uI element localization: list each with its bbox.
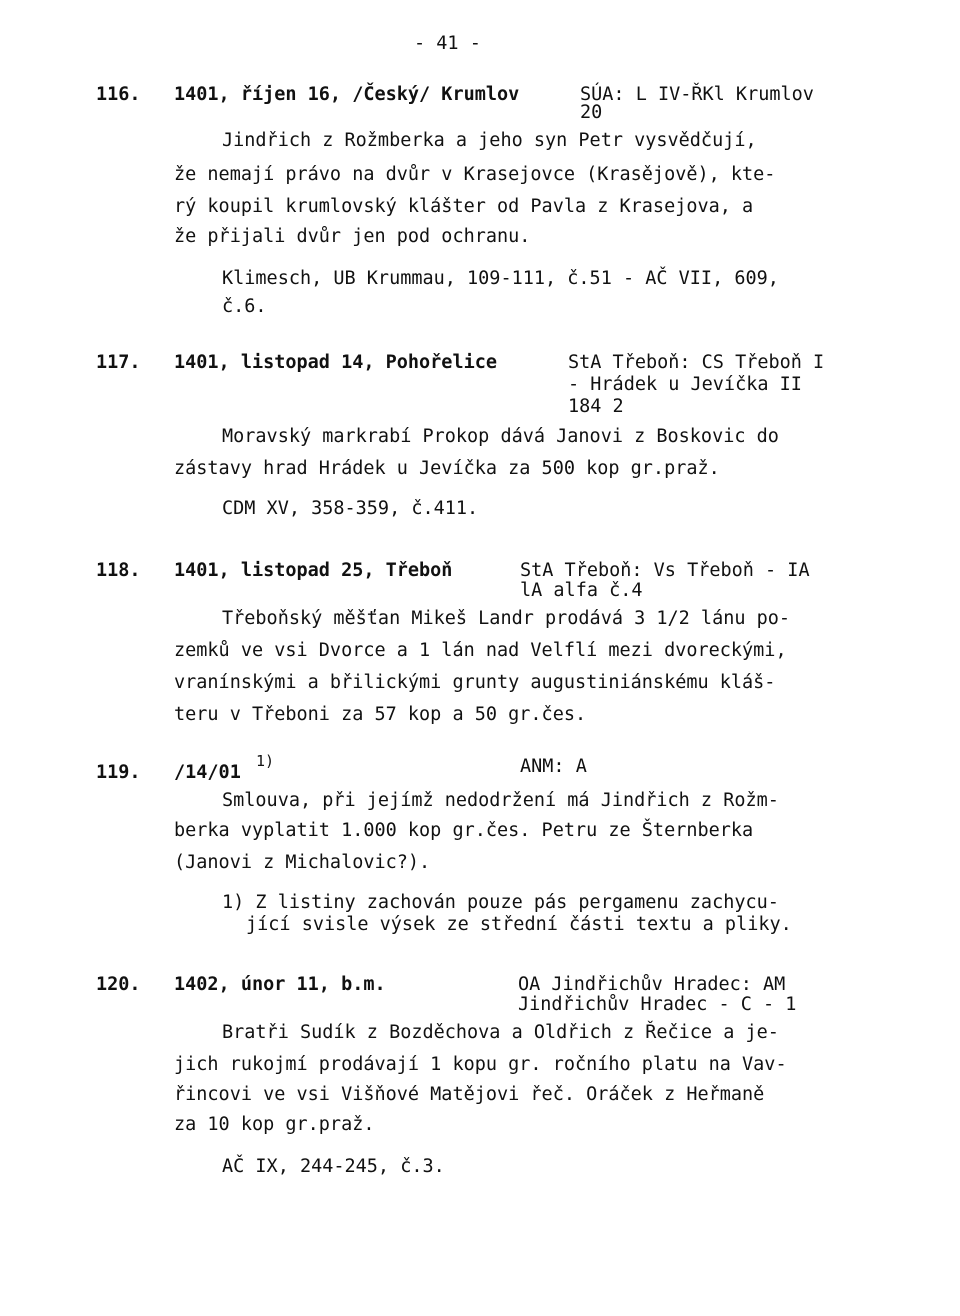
entry-number: 118. (96, 560, 141, 581)
entry-header: 1402, únor 11, b.m. (174, 974, 386, 995)
body-line: že nemají právo na dvůr v Krasejovce (Krasějově), kte- (174, 164, 776, 185)
archive-line: lA alfa č.4 (520, 580, 643, 601)
citation-line: č.6. (222, 296, 267, 317)
entry-header: 1401, listopad 14, Pohořelice (174, 352, 498, 373)
body-line: Moravský markrabí Prokop dává Janovi z Boskovic do (222, 426, 779, 447)
body-line: vranínskými a břilickými grunty augustiniánskému kláš- (174, 672, 776, 693)
archive-line: ANM: A (520, 756, 587, 777)
entry-header: 1401, listopad 25, Třeboň (174, 560, 453, 581)
body-line: Smlouva, při jejímž nedodržení má Jindřich z Rožm- (222, 790, 779, 811)
body-line: (Janovi z Michalovic?). (174, 852, 431, 873)
archive-line: Jindřichův Hradec - C - 1 (518, 994, 797, 1015)
body-line: rý koupil krumlovský klášter od Pavla z Krasejova, a (174, 196, 754, 217)
citation-line: Klimesch, UB Krummau, 109-111, č.51 - AČ VII, 609, (222, 268, 779, 289)
archive-line: OA Jindřichův Hradec: AM (518, 974, 786, 995)
body-line: Bratři Sudík z Bozděchova a Oldřich z Řečice a je- (222, 1022, 779, 1043)
body-line: řincovi ve vsi Višňové Matějovi řeč. Oráček z Heřmaně (174, 1084, 765, 1105)
footnote-line: jící svisle výsek ze střední části textu a pliky. (246, 914, 792, 935)
archive-line: StA Třeboň: Vs Třeboň - IA (520, 560, 810, 581)
archive-line: StA Třeboň: CS Třeboň I (568, 352, 825, 373)
entry-number: 117. (96, 352, 141, 373)
citation-line: CDM XV, 358-359, č.411. (222, 498, 479, 519)
archive-line: SÚA: L IV-ŘKl Krumlov (580, 84, 814, 105)
entry-header: 1401, říjen 16, /Český/ Krumlov (174, 84, 520, 105)
archive-line: - Hrádek u Jevíčka II (568, 374, 802, 395)
entry-number: 120. (96, 974, 141, 995)
citation-line: AČ IX, 244-245, č.3. (222, 1156, 445, 1177)
page-number: - 41 - (414, 33, 481, 54)
entry-header: /14/01 (174, 762, 241, 783)
body-line: Jindřich z Rožmberka a jeho syn Petr vysvědčují, (222, 130, 757, 151)
body-line: berka vyplatit 1.000 kop gr.čes. Petru ze Šternberka (174, 820, 754, 841)
archive-line: 184 2 (568, 396, 624, 417)
body-line: zemků ve vsi Dvorce a 1 lán nad Velflí mezi dvoreckými, (174, 640, 787, 661)
entry-number: 116. (96, 84, 141, 105)
entry-number: 119. (96, 762, 141, 783)
body-line: za 10 kop gr.praž. (174, 1114, 375, 1135)
footnote-line: 1) Z listiny zachován pouze pás pergamenu zachycu- (222, 892, 779, 913)
footnote-marker: 1) (256, 752, 275, 770)
archive-line: 20 (580, 102, 603, 123)
body-line: teru v Třeboni za 57 kop a 50 gr.čes. (174, 704, 587, 725)
body-line: zástavy hrad Hrádek u Jevíčka za 500 kop gr.praž. (174, 458, 720, 479)
body-line: Třeboňský měšťan Mikeš Landr prodává 3 1/2 lánu po- (222, 608, 791, 629)
body-line: jich rukojmí prodávají 1 kopu gr. ročního platu na Vav- (174, 1054, 787, 1075)
body-line: že přijali dvůr jen pod ochranu. (174, 226, 531, 247)
